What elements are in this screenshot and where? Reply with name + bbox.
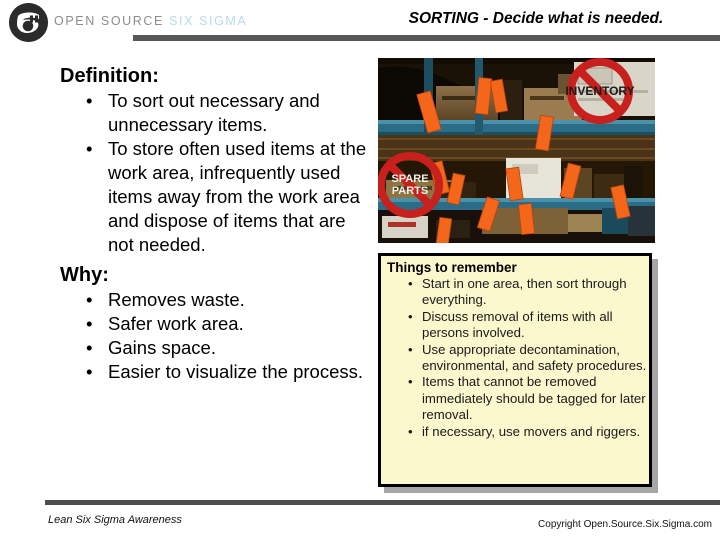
list-item	[381, 374, 649, 423]
note-heading: Things to remember	[387, 260, 517, 275]
bullet-glyph: •	[408, 341, 413, 357]
definition-heading: Definition:	[60, 65, 159, 87]
note-list	[381, 276, 649, 440]
list-item-text: Removes waste.	[108, 289, 245, 310]
list-item	[60, 360, 372, 384]
bullet-glyph: •	[408, 276, 413, 291]
list-item-text: To sort out necessary and unnecessary items.	[108, 90, 320, 135]
left-content-column	[60, 64, 372, 384]
list-item	[60, 336, 372, 360]
brand-wordmark	[54, 14, 247, 28]
list-item	[381, 276, 649, 309]
list-item	[60, 89, 372, 137]
list-item	[381, 309, 649, 342]
bullet-glyph: •	[86, 313, 93, 334]
svg-text:SPARE: SPARE	[391, 173, 429, 185]
footer-copyright: Copyright Open.Source.Six.Sigma.com	[538, 519, 712, 530]
list-item-text: Easier to visualize the process.	[108, 361, 364, 382]
bullet-glyph: •	[86, 337, 93, 358]
bullet-glyph: •	[86, 90, 93, 111]
page-title: SORTING - Decide what is needed.	[408, 10, 664, 27]
list-item	[381, 342, 649, 375]
brand-name-secondary: SIX SIGMA	[169, 14, 248, 28]
six-sigma-circle-logo	[9, 3, 48, 42]
list-item-text: if necessary, use movers and riggers.	[422, 423, 641, 439]
svg-text:PARTS: PARTS	[391, 185, 429, 197]
bullet-glyph: •	[86, 361, 93, 382]
list-item-text: Discuss removal of items with all persons involved.	[422, 308, 613, 341]
footer-divider	[45, 500, 720, 505]
list-item-text: Safer work area.	[108, 313, 244, 334]
list-item-text: To store often used items at the work area, infrequently used items away from the work area and dispose of items that are not needed.	[108, 138, 367, 255]
brand-name-primary: OPEN SOURCE	[54, 14, 164, 28]
svg-text:INVENTORY: INVENTORY	[565, 84, 635, 98]
list-item-text: Items that cannot be removed immediately should be tagged for later removal.	[422, 374, 646, 423]
bullet-glyph: •	[408, 308, 413, 324]
bullet-glyph: •	[408, 423, 413, 439]
warehouse-photo	[378, 58, 655, 243]
header-divider	[133, 35, 720, 41]
list-item-text: Start in one area, then sort through everything.	[422, 276, 627, 308]
why-list	[60, 288, 372, 384]
bullet-glyph: •	[86, 138, 93, 159]
list-item	[60, 137, 372, 257]
list-item	[381, 424, 649, 440]
list-item	[60, 312, 372, 336]
bullet-glyph: •	[408, 374, 413, 390]
why-heading: Why:	[60, 264, 109, 286]
list-item	[60, 288, 372, 312]
list-item-text: Use appropriate decontamination, environmental, and safety procedures.	[422, 341, 647, 374]
footer-course-name: Lean Six Sigma Awareness	[48, 514, 182, 526]
list-item-text: Gains space.	[108, 337, 216, 358]
things-to-remember-box	[378, 253, 652, 487]
definition-list	[60, 89, 372, 257]
bullet-glyph: •	[86, 289, 93, 310]
